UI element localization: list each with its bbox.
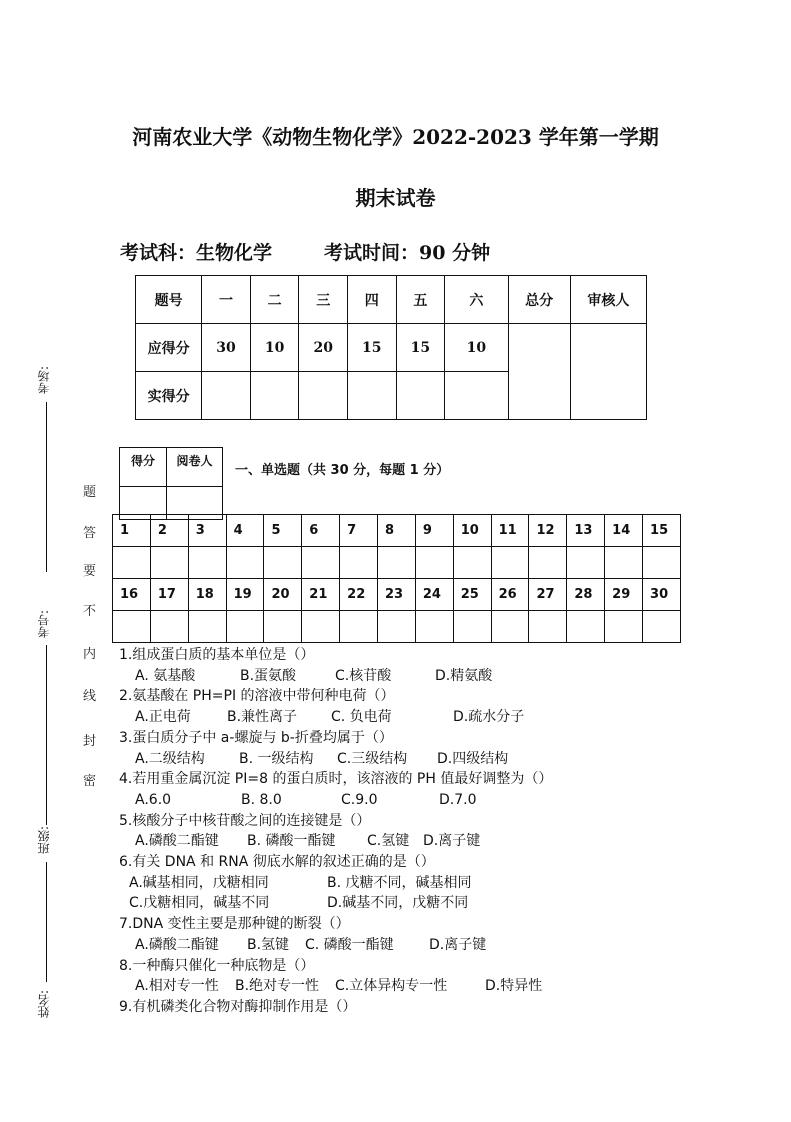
answer-number: 28 — [567, 579, 605, 611]
section-points: 20 — [299, 324, 348, 372]
answer-number: 27 — [529, 579, 567, 611]
section-points: 30 — [202, 324, 251, 372]
answer-option: B.氢键 — [247, 936, 290, 953]
answer-cell[interactable] — [643, 611, 681, 643]
answer-option: D.离子键 — [423, 833, 481, 850]
answer-cell[interactable] — [643, 547, 681, 579]
grader-box — [119, 447, 223, 520]
answer-cell[interactable] — [264, 611, 302, 643]
question-stem: 6.有关 DNA 和 RNA 彻底水解的叙述正确的是（） — [119, 854, 435, 871]
question-stem: 1.组成蛋白质的基本单位是（） — [119, 647, 315, 663]
question-stem: 8.一种酶只催化一种底物是（） — [119, 957, 315, 974]
actual-score-cell — [202, 372, 251, 420]
section-header: 二 — [250, 276, 299, 324]
answer-cell[interactable] — [605, 611, 643, 643]
row-label-actual: 实得分 — [136, 372, 202, 420]
answer-number: 18 — [188, 579, 226, 611]
answer-option: D.特异性 — [485, 978, 543, 995]
answer-option: C.核苷酸 — [335, 667, 392, 684]
answer-cell[interactable] — [150, 547, 188, 579]
score-label: 得分 — [120, 448, 167, 487]
section-points: 15 — [347, 324, 396, 372]
answer-option: C. 负电荷 — [331, 709, 392, 726]
answer-cell[interactable] — [453, 611, 491, 643]
answer-option: D.7.0 — [439, 791, 477, 808]
answer-cell[interactable] — [605, 547, 643, 579]
answer-grid — [112, 514, 681, 643]
question-stem: 7.DNA 变性主要是那种键的断裂（） — [119, 916, 350, 933]
question-list — [119, 645, 552, 1018]
seal-char: 题 — [83, 485, 97, 500]
answer-cell[interactable] — [264, 547, 302, 579]
exam-subject: 考试科：生物化学 — [120, 242, 273, 264]
answer-number: 16 — [113, 579, 151, 611]
exam-meta — [120, 238, 490, 265]
answer-number: 7 — [340, 515, 378, 547]
actual-score-cell — [299, 372, 348, 420]
answer-option: D.离子键 — [429, 936, 487, 953]
question-stem: 4.若用重金属沉淀 PI=8 的蛋白质时，该溶液的 PH 值最好调整为（） — [119, 771, 553, 788]
answer-number: 3 — [188, 515, 226, 547]
option-row — [119, 707, 552, 728]
question-stem: 5.核酸分子中核苷酸之间的连接键是（） — [119, 812, 371, 829]
answer-number: 29 — [605, 579, 643, 611]
option-row — [119, 666, 552, 687]
seal-char: 封 — [83, 734, 97, 749]
answer-option: A.6.0 — [135, 791, 172, 808]
option-row — [119, 790, 552, 811]
question-stem: 3.蛋白质分子中 a-螺旋与 b-折叠均属于（） — [119, 729, 393, 746]
answer-number: 24 — [415, 579, 453, 611]
actual-score-cell — [347, 372, 396, 420]
section-points: 15 — [396, 324, 445, 372]
score-table — [135, 275, 647, 420]
answer-option: D.碱基不同，戊糖不同 — [327, 895, 469, 912]
exam-title: 河南农业大学《动物生物化学》2022-2023 学年第一学期 — [132, 125, 659, 149]
section-header: 六 — [445, 276, 508, 324]
answer-cell[interactable] — [567, 611, 605, 643]
answer-cell[interactable] — [188, 547, 226, 579]
answer-option: C. 磷酸一酯键 — [305, 936, 394, 953]
answer-cell[interactable] — [302, 611, 340, 643]
answer-cell[interactable] — [529, 547, 567, 579]
answer-cell[interactable] — [226, 611, 264, 643]
section-header: 三 — [299, 276, 348, 324]
answer-cell[interactable] — [453, 547, 491, 579]
class-label: 班级: — [37, 826, 51, 855]
answer-option: C.立体异构专一性 — [335, 978, 448, 995]
seal-char: 内 — [83, 647, 97, 662]
section-heading: 一、单选题（共 30 分，每题 1 分） — [235, 463, 450, 478]
answer-number: 10 — [453, 515, 491, 547]
seal-char: 要 — [83, 564, 97, 579]
answer-cell[interactable] — [302, 547, 340, 579]
answer-cell[interactable] — [378, 547, 416, 579]
answer-cell[interactable] — [529, 611, 567, 643]
answer-option: D.精氨酸 — [435, 667, 493, 684]
answer-option: A.磷酸二酯键 — [135, 833, 219, 850]
answer-cell[interactable] — [188, 611, 226, 643]
answer-number: 9 — [415, 515, 453, 547]
answer-cell[interactable] — [226, 547, 264, 579]
class-line — [46, 862, 47, 982]
answer-number: 1 — [113, 515, 151, 547]
answer-option: D.四级结构 — [437, 750, 509, 767]
question-stem: 2.氨基酸在 PH=PI 的溶液中带何种电荷（） — [119, 688, 395, 705]
answer-number: 20 — [264, 579, 302, 611]
answer-number: 30 — [643, 579, 681, 611]
answer-number: 2 — [150, 515, 188, 547]
answer-option: A.磷酸二酯键 — [135, 936, 219, 953]
name-label: 姓名: — [37, 990, 51, 1019]
answer-number: 4 — [226, 515, 264, 547]
answer-number: 21 — [302, 579, 340, 611]
answer-option: A. 氨基酸 — [135, 667, 196, 684]
answer-cell[interactable] — [491, 547, 529, 579]
seal-char: 线 — [83, 689, 97, 704]
answer-option: A.相对专一性 — [135, 978, 219, 995]
exam-room-line — [46, 402, 47, 572]
option-row — [119, 749, 552, 770]
option-row — [119, 831, 552, 852]
row-label-question-no: 题号 — [136, 276, 202, 324]
option-row — [119, 893, 552, 914]
answer-option: A.二级结构 — [135, 750, 205, 767]
answer-cell[interactable] — [113, 611, 151, 643]
reviewer-cell — [570, 324, 646, 420]
answer-number: 26 — [491, 579, 529, 611]
answer-number: 15 — [643, 515, 681, 547]
exam-room-label: 考场: — [37, 366, 51, 395]
answer-option: C.氢键 — [367, 833, 410, 850]
answer-option: B. 8.0 — [241, 791, 282, 808]
answer-number: 17 — [150, 579, 188, 611]
answer-option: D.疏水分子 — [453, 709, 525, 726]
option-row — [119, 935, 552, 956]
grader-label: 阅卷人 — [167, 448, 223, 487]
option-row — [119, 976, 552, 997]
answer-number: 14 — [605, 515, 643, 547]
actual-score-cell — [250, 372, 299, 420]
answer-cell[interactable] — [378, 611, 416, 643]
section-header: 五 — [396, 276, 445, 324]
answer-number: 22 — [340, 579, 378, 611]
answer-number: 6 — [302, 515, 340, 547]
section-points: 10 — [250, 324, 299, 372]
answer-cell[interactable] — [567, 547, 605, 579]
section-header: 一 — [202, 276, 251, 324]
answer-cell[interactable] — [340, 611, 378, 643]
answer-option: C.三级结构 — [337, 750, 408, 767]
seal-char: 答 — [83, 526, 97, 541]
answer-number: 5 — [264, 515, 302, 547]
row-label-points: 应得分 — [136, 324, 202, 372]
actual-score-cell — [445, 372, 508, 420]
question-stem: 9.有机磷类化合物对酶抑制作用是（） — [119, 998, 357, 1015]
answer-option: B. 戊糖不同，碱基相同 — [327, 874, 472, 891]
section-header: 四 — [347, 276, 396, 324]
answer-number: 19 — [226, 579, 264, 611]
answer-number: 25 — [453, 579, 491, 611]
answer-number: 13 — [567, 515, 605, 547]
option-row — [119, 873, 552, 894]
seal-char: 不 — [83, 604, 97, 619]
exam-number-line — [46, 645, 47, 825]
reviewer-header: 审核人 — [570, 276, 646, 324]
answer-cell[interactable] — [150, 611, 188, 643]
total-score-cell — [508, 324, 570, 420]
answer-option: B.兼性离子 — [227, 709, 298, 726]
answer-cell[interactable] — [340, 547, 378, 579]
total-header: 总分 — [508, 276, 570, 324]
answer-number: 12 — [529, 515, 567, 547]
answer-option: C.戊糖相同，碱基不同 — [129, 895, 270, 912]
seal-char: 密 — [83, 774, 97, 789]
answer-option: C.9.0 — [341, 791, 378, 808]
answer-cell[interactable] — [491, 611, 529, 643]
answer-option: B.蛋氨酸 — [240, 667, 297, 684]
answer-number: 23 — [378, 579, 416, 611]
section-points: 10 — [445, 324, 508, 372]
answer-option: A.碱基相同，戊糖相同 — [129, 874, 269, 891]
actual-score-cell — [396, 372, 445, 420]
exam-number-label: 考号: — [37, 610, 51, 639]
answer-number: 11 — [491, 515, 529, 547]
exam-time: 考试时间：90 分钟 — [324, 242, 491, 264]
answer-option: A.正电荷 — [135, 709, 191, 726]
answer-option: B. 一级结构 — [239, 750, 314, 767]
answer-option: B.绝对专一性 — [235, 978, 320, 995]
answer-cell[interactable] — [415, 547, 453, 579]
answer-cell[interactable] — [415, 611, 453, 643]
answer-option: B. 磷酸一酯键 — [247, 833, 336, 850]
answer-number: 8 — [378, 515, 416, 547]
exam-subtitle: 期末试卷 — [355, 186, 436, 210]
answer-cell[interactable] — [113, 547, 151, 579]
